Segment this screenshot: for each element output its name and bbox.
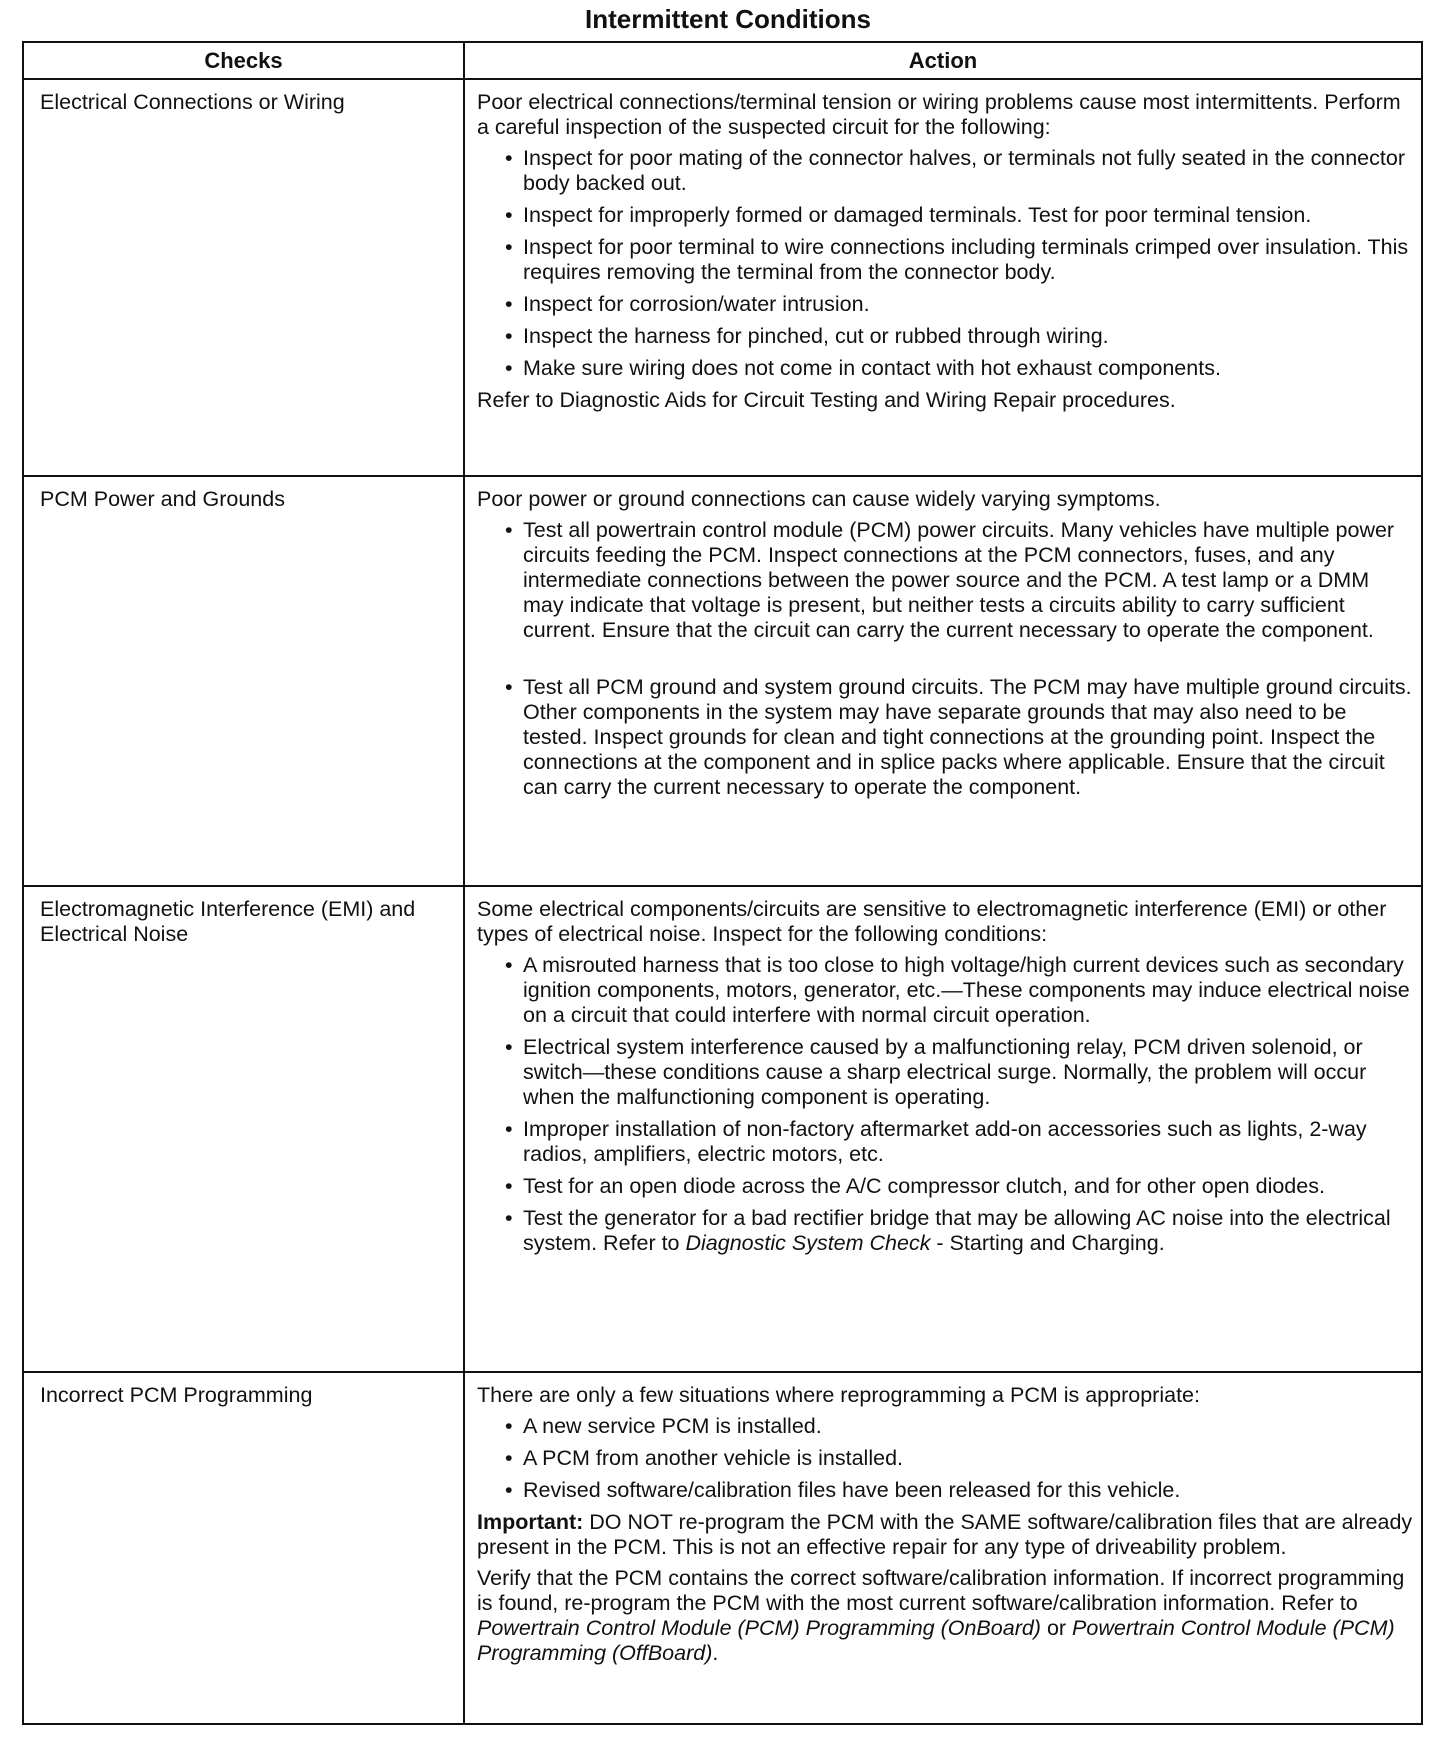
header-action: Action xyxy=(464,42,1422,79)
page-title: Intermittent Conditions xyxy=(585,4,871,34)
list-item: • Revised software/calibration files have been released for this vehicle. xyxy=(523,1478,1415,1503)
verify-text: Verify that the PCM contains the correct software/calibration information. If incorrect programming is found, re-program the PCM with the most current software/calibration information. Refer to xyxy=(477,1566,1405,1615)
important-label: Important: xyxy=(477,1510,584,1534)
table-row xyxy=(23,886,1422,1372)
onboard-programming-reference[interactable]: Powertrain Control Module (PCM) Programming (OnBoard) xyxy=(477,1616,1041,1640)
action-cell xyxy=(464,886,1422,1372)
check-cell: Incorrect PCM Programming xyxy=(23,1372,464,1724)
important-note xyxy=(477,1510,1415,1560)
list-item: • A PCM from another vehicle is installed. xyxy=(523,1446,1415,1471)
list-item: • Electrical system interference caused by a malfunctioning relay, PCM driven solenoid, or switch—these conditions cause a sharp electrical surge. Normally, the problem will occur when the malfunctioning component is operating. xyxy=(523,1035,1415,1110)
list-item: • Inspect the harness for pinched, cut or rubbed through wiring. xyxy=(523,324,1415,349)
bullet-list xyxy=(477,146,1415,381)
list-item: • Inspect for corrosion/water intrusion. xyxy=(523,292,1415,317)
check-cell: Electromagnetic Interference (EMI) and Electrical Noise xyxy=(23,886,464,1372)
bullet-list xyxy=(477,1414,1415,1503)
or-text: or xyxy=(1040,1616,1073,1640)
action-cell xyxy=(464,79,1422,476)
list-item: • Test for an open diode across the A/C compressor clutch, and for other open diodes. xyxy=(523,1174,1415,1199)
list-item: • Improper installation of non-factory aftermarket add-on accessories such as lights, 2-way radios, amplifiers, electric motors, etc. xyxy=(523,1117,1415,1167)
table-row xyxy=(23,1372,1422,1724)
bullet-list xyxy=(477,518,1415,800)
verify-paragraph xyxy=(477,1566,1415,1666)
list-item: • Test all powertrain control module (PCM) power circuits. Many vehicles have multiple power circuits feeding the PCM. Inspect connections at the PCM connectors, fuses, and any intermediate connections between the power source and the PCM. A test lamp or a DMM may indicate that voltage is present, but neither tests a circuits ability to carry sufficient current. Ensure that the circuit can carry the current necessary to operate the component. xyxy=(523,518,1415,643)
action-outro: Refer to Diagnostic Aids for Circuit Testing and Wiring Repair procedures. xyxy=(477,388,1176,412)
list-item: • Test all PCM ground and system ground circuits. The PCM may have multiple ground circuits. Other components in the system may have separate grounds that may also need to be tested. Inspect grounds for clean and tight connections at the grounding point. Inspect the connections at the component and in splice packs where applicable. Ensure that the circuit can carry the current necessary to operate the component. xyxy=(523,675,1415,800)
action-intro: Some electrical components/circuits are sensitive to electromagnetic interference (EMI) or other types of electrical noise. Inspect for the following conditions: xyxy=(477,897,1387,946)
table-row xyxy=(23,79,1422,476)
list-item: • Inspect for improperly formed or damaged terminals. Test for poor terminal tension. xyxy=(523,203,1415,228)
list-item: • A misrouted harness that is too close to high voltage/high current devices such as secondary ignition components, motors, generator, etc.—These components may induce electrical noise on a circuit that could interfere with normal circuit operation. xyxy=(523,953,1415,1028)
bullet-suffix: - Starting and Charging. xyxy=(930,1231,1165,1255)
table-header-row xyxy=(23,42,1422,79)
table-row xyxy=(23,476,1422,886)
list-item: • Inspect for poor mating of the connector halves, or terminals not fully seated in the connector body backed out. xyxy=(523,146,1415,196)
check-cell: PCM Power and Grounds xyxy=(23,476,464,886)
check-cell: Electrical Connections or Wiring xyxy=(23,79,464,476)
action-intro: Poor power or ground connections can cause widely varying symptoms. xyxy=(477,487,1161,511)
action-intro: There are only a few situations where reprogramming a PCM is appropriate: xyxy=(477,1383,1200,1407)
list-item: • Make sure wiring does not come in contact with hot exhaust components. xyxy=(523,356,1415,381)
important-text: DO NOT re-program the PCM with the SAME software/calibration files that are already present in the PCM. This is not an effective repair for any type of driveability problem. xyxy=(477,1510,1413,1559)
list-item xyxy=(523,1206,1415,1256)
diagnostic-system-check-reference[interactable]: Diagnostic System Check xyxy=(685,1231,931,1255)
header-checks: Checks xyxy=(23,42,464,79)
period: . xyxy=(712,1641,719,1665)
action-cell xyxy=(464,1372,1422,1724)
intermittent-conditions-table xyxy=(22,41,1423,1725)
list-item: • Inspect for poor terminal to wire connections including terminals crimped over insulation. This requires removing the terminal from the connector body. xyxy=(523,235,1415,285)
list-item: • A new service PCM is installed. xyxy=(523,1414,1415,1439)
bullet-list xyxy=(477,953,1415,1256)
action-cell xyxy=(464,476,1422,886)
action-intro: Poor electrical connections/terminal tension or wiring problems cause most intermittents. Perform a careful inspection of the suspected circuit for the following: xyxy=(477,90,1401,139)
bullet-text: Test the generator for a bad rectifier bridge that may be allowing AC noise into the electrical system. Refer to xyxy=(523,1206,1391,1255)
offboard-programming-reference[interactable]: Powertrain Control Module (PCM) Programming (OffBoard) xyxy=(477,1616,1395,1665)
